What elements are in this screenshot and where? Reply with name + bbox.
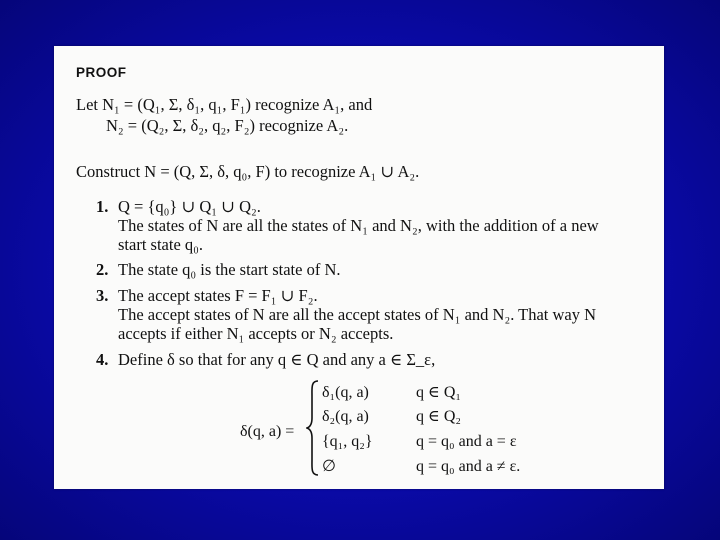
definition-lhs: δ(q, a) = bbox=[240, 423, 295, 440]
step-2-line-1: The state q₀ is the start state of N. bbox=[118, 260, 341, 279]
step-number: 2. bbox=[96, 260, 109, 279]
step-number: 4. bbox=[96, 350, 109, 369]
case-3-condition: q = q₀ and a = ε bbox=[416, 433, 517, 450]
case-4-value: ∅ bbox=[322, 458, 336, 475]
step-3-line-2: The accept states of N are all the accept states of N₁ and N₂. That way N bbox=[118, 305, 597, 324]
step-4-line-1: Define δ so that for any q ∈ Q and any a ∈ Σ_ε, bbox=[118, 350, 436, 369]
step-number: 1. bbox=[96, 197, 109, 216]
case-2-value: δ₂(q, a) bbox=[322, 408, 369, 425]
step-1-line-2: The states of N are all the states of N₁ and N₂, with the addition of a new bbox=[118, 216, 599, 235]
case-3-value: {q₁, q₂} bbox=[322, 433, 373, 450]
step-number: 3. bbox=[96, 286, 109, 305]
step-1-line-3: start state q₀. bbox=[118, 235, 204, 254]
step-3-line-1: The accept states F = F₁ ∪ F₂. bbox=[118, 286, 318, 305]
case-2-condition: q ∈ Q₂ bbox=[416, 408, 461, 425]
let-line-2: N₂ = (Q₂, Σ, δ₂, q₂, F₂) recognize A₂. bbox=[106, 116, 349, 135]
let-line-1: Let N₁ = (Q₁, Σ, δ₁, q₁, F₁) recognize A₁, and bbox=[76, 95, 373, 114]
proof-image bbox=[54, 46, 664, 489]
case-1-condition: q ∈ Q₁ bbox=[416, 384, 461, 401]
case-4-condition: q = q₀ and a ≠ ε. bbox=[416, 458, 521, 475]
step-3-line-3: accepts if either N₁ accepts or N₂ accepts. bbox=[118, 324, 394, 343]
construct-line: Construct N = (Q, Σ, δ, q₀, F) to recognize A₁ ∪ A₂. bbox=[76, 162, 420, 181]
proof-heading: PROOF bbox=[76, 65, 127, 80]
case-1-value: δ₁(q, a) bbox=[322, 384, 369, 401]
step-1-line-1: Q = {q₀} ∪ Q₁ ∪ Q₂. bbox=[118, 197, 261, 216]
left-brace-icon bbox=[306, 380, 320, 476]
